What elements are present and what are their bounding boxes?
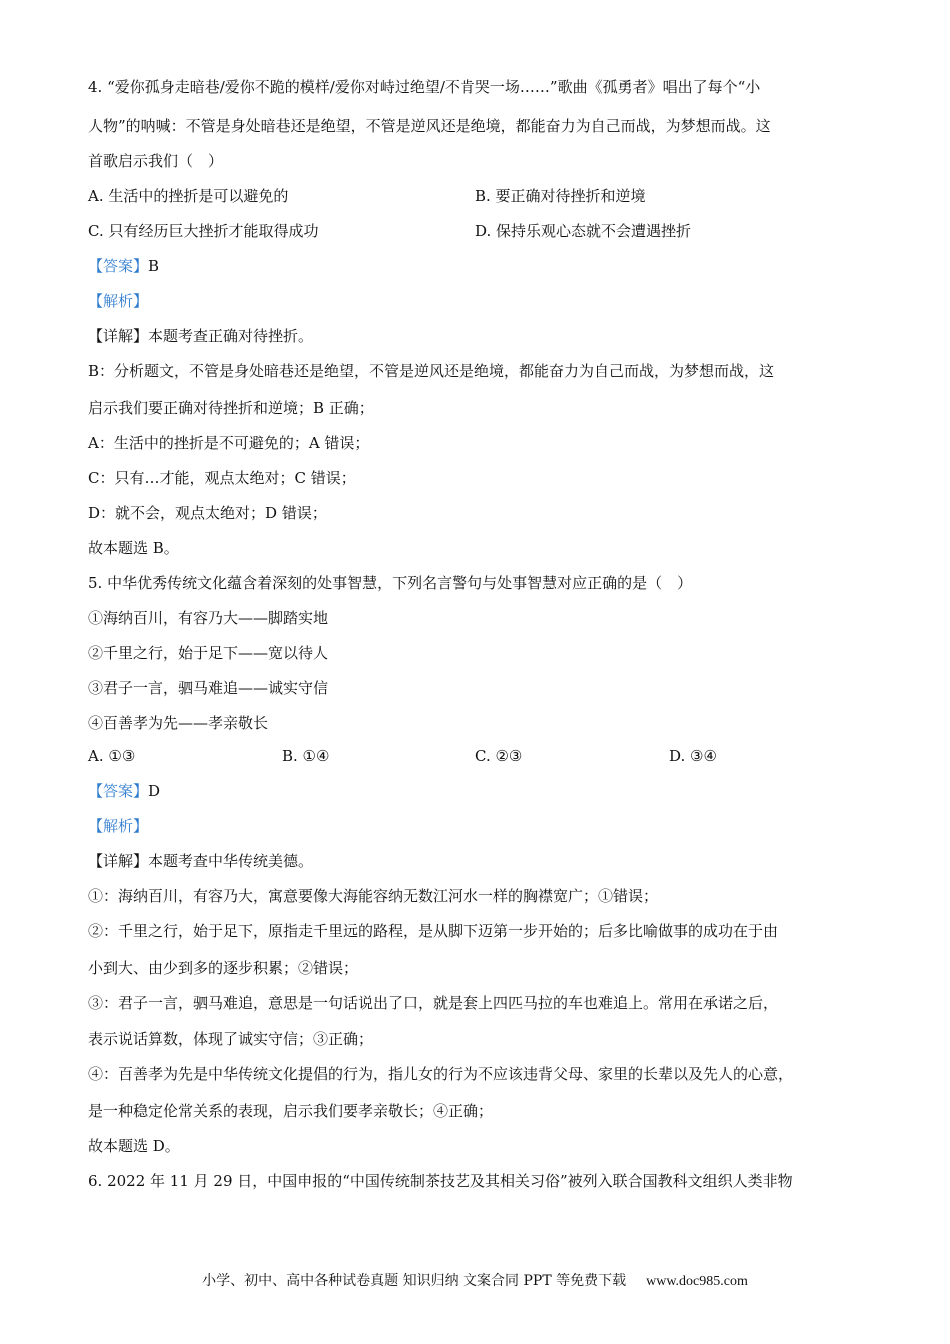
q5-exp-2-line2: 小到大、由少到多的逐步积累；②错误； xyxy=(88,959,359,977)
q4-answer xyxy=(88,256,159,276)
q4-option-c: C. 只有经历巨大挫折才能取得成功 xyxy=(88,222,319,240)
q5-detail xyxy=(88,851,313,871)
page-footer xyxy=(0,1270,950,1290)
q4-exp-b-line1: B：分析题文，不管是身处暗巷还是绝望，不管是逆风还是绝境，都能奋力为自己而战，为梦想而战，这 xyxy=(88,362,775,380)
q4-stem-line1: 4. “爱你孤身走暗巷/爱你不跪的模样/爱你对峙过绝望/不肯哭一场……”歌曲《孤勇者》唱出了每个“小 xyxy=(88,78,761,96)
q4-option-d: D. 保持乐观心态就不会遭遇挫折 xyxy=(475,222,692,240)
q5-option-c: C. ②③ xyxy=(475,747,523,765)
detail-text: 本题考查中华传统美德。 xyxy=(148,852,314,870)
detail-text: 本题考查正确对待挫折。 xyxy=(148,327,314,345)
q5-exp-3-line2: 表示说话算数，体现了诚实守信；③正确； xyxy=(88,1030,374,1048)
q5-item-3: ③君子一言，驷马难追——诚实守信 xyxy=(88,679,329,697)
q5-exp-3-line1: ③：君子一言，驷马难追，意思是一句话说出了口，就是套上四匹马拉的车也难追上。常用在承诺之后， xyxy=(88,994,779,1012)
q4-stem-line3: 首歌启示我们（ ） xyxy=(88,152,224,170)
q4-exp-a: A：生活中的挫折是不可避免的；A 错误； xyxy=(88,434,370,452)
footer-text: 小学、初中、高中各种试卷真题 知识归纳 文案合同 PPT 等免费下载 xyxy=(202,1273,627,1289)
answer-value: D xyxy=(148,782,161,800)
q5-exp-4-line1: ④：百善孝为先是中华传统文化提倡的行为，指儿女的行为不应该违背父母、家里的长辈以及先人的心意， xyxy=(88,1065,794,1083)
footer-site-link[interactable]: www.doc985.com xyxy=(646,1274,748,1289)
answer-tag: 【答案】 xyxy=(88,257,149,275)
detail-tag: 【详解】 xyxy=(88,852,149,870)
q5-analysis-tag: 【解析】 xyxy=(88,817,149,835)
q5-exp-4-line2: 是一种稳定伦常关系的表现，启示我们要孝亲敬长；④正确； xyxy=(88,1102,494,1120)
q5-stem: 5. 中华优秀传统文化蕴含着深刻的处事智慧，下列名言警句与处事智慧对应正确的是（ ） xyxy=(88,574,693,592)
answer-value: B xyxy=(148,257,160,275)
q5-option-a: A. ①③ xyxy=(88,747,136,765)
answer-tag: 【答案】 xyxy=(88,782,149,800)
q5-exp-2-line1: ②：千里之行，始于足下，原指走千里远的路程，是从脚下迈第一步开始的；后多比喻做事的成功在于由 xyxy=(88,922,779,940)
q4-analysis-tag: 【解析】 xyxy=(88,292,149,310)
q4-detail xyxy=(88,326,313,346)
q5-option-b: B. ①④ xyxy=(282,747,330,765)
q4-stem-line2: 人物”的呐喊：不管是身处暗巷还是绝望，不管是逆风还是绝境，都能奋力为自己而战，为梦想而战。这 xyxy=(88,117,771,135)
q4-exp-d: D：就不会，观点太绝对；D 错误； xyxy=(88,504,327,522)
q4-exp-b-line2: 启示我们要正确对待挫折和逆境；B 正确； xyxy=(88,399,374,417)
q4-option-a: A. 生活中的挫折是可以避免的 xyxy=(88,187,289,205)
q5-option-d: D. ③④ xyxy=(669,747,717,765)
q6-stem-line1: 6. 2022 年 11 月 29 日，中国申报的“中国传统制茶技艺及其相关习俗”被列入联合国教科文组织人类非物 xyxy=(88,1172,793,1190)
q4-option-b: B. 要正确对待挫折和逆境 xyxy=(475,187,646,205)
q5-item-4: ④百善孝为先——孝亲敬长 xyxy=(88,714,269,732)
q5-item-2: ②千里之行，始于足下——宽以待人 xyxy=(88,644,329,662)
q4-exp-c: C：只有…才能，观点太绝对；C 错误； xyxy=(88,469,356,487)
q5-answer xyxy=(88,781,160,801)
detail-tag: 【详解】 xyxy=(88,327,149,345)
q5-item-1: ①海纳百川，有容乃大——脚踏实地 xyxy=(88,609,329,627)
q5-conclusion: 故本题选 D。 xyxy=(88,1137,180,1155)
q4-conclusion: 故本题选 B。 xyxy=(88,539,179,557)
q5-exp-1: ①：海纳百川，有容乃大，寓意要像大海能容纳无数江河水一样的胸襟宽广；①错误； xyxy=(88,887,659,905)
